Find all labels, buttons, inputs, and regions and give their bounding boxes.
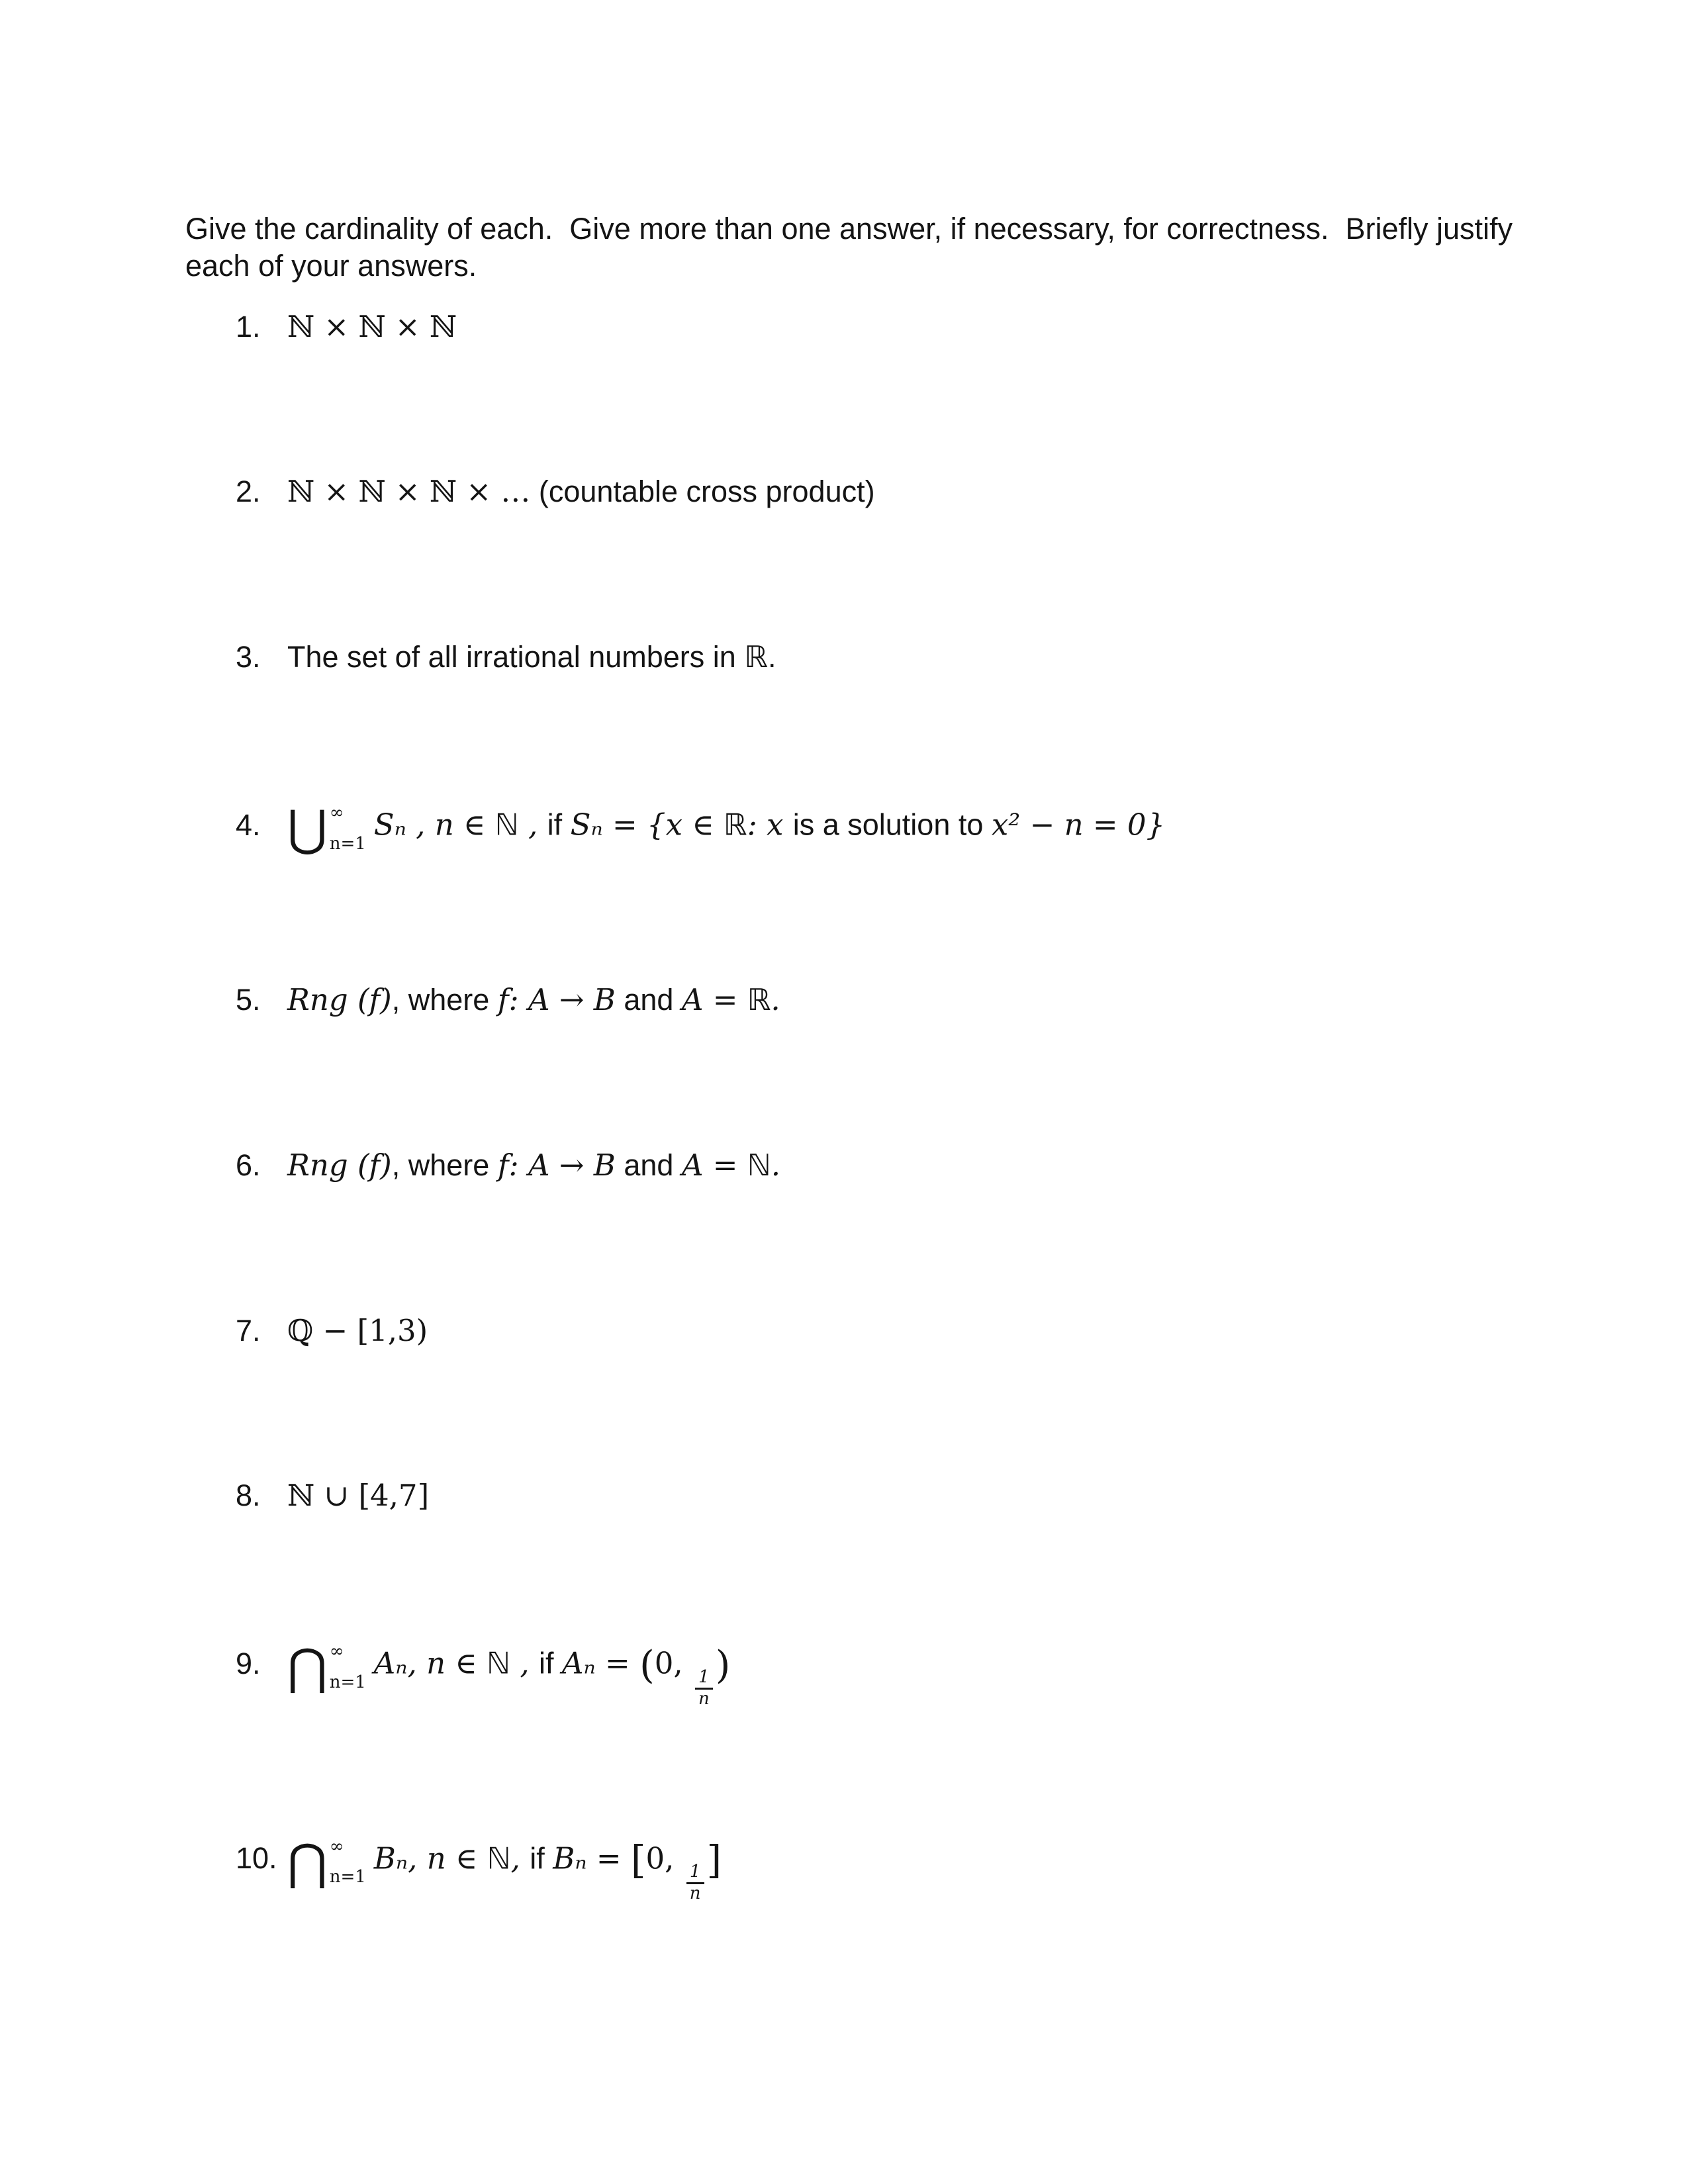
big-union-symbol: ⋃ <box>287 799 328 857</box>
problem-list <box>236 308 1569 1905</box>
fraction-denominator: n <box>695 1688 713 1709</box>
lower-limit: n=1 <box>329 833 366 854</box>
math-expression: x² − n = 0} <box>991 807 1166 842</box>
interval-start: 0, <box>645 1841 684 1876</box>
math-expression: Aₙ = <box>562 1645 640 1681</box>
math-expression: ℕ ∪ [4,7] <box>287 1478 430 1514</box>
list-item-1 <box>236 308 1569 345</box>
item-text: if <box>538 1646 562 1680</box>
list-item-4 <box>236 799 1569 857</box>
item-number: 7. <box>236 1313 261 1347</box>
item-text: if <box>547 807 571 842</box>
open-paren: ( <box>639 1642 655 1688</box>
item-number: 3. <box>236 640 261 674</box>
list-item-9 <box>236 1639 1569 1709</box>
fraction-denominator: n <box>686 1882 704 1904</box>
math-expression: f: A → B <box>497 1147 616 1183</box>
operator-limits <box>330 1643 366 1692</box>
item-content <box>287 1147 1569 1184</box>
interval-start: 0, <box>654 1645 692 1681</box>
math-expression: Sₙ , n ∈ ℕ , <box>373 807 547 842</box>
fraction-numerator: 1 <box>698 1666 710 1687</box>
open-bracket: [ <box>630 1837 646 1883</box>
math-expression: A = ℝ. <box>681 981 780 1017</box>
fraction <box>695 1668 713 1709</box>
item-text: if <box>530 1841 553 1876</box>
upper-limit: ∞ <box>329 1641 344 1662</box>
item-number: 8. <box>236 1479 261 1513</box>
big-intersection-symbol: ⋂ <box>287 1639 328 1696</box>
intro-line-2: each of your answers. <box>185 248 477 283</box>
item-content <box>287 1639 1569 1709</box>
item-content <box>287 639 1569 676</box>
item-content <box>287 1477 1569 1514</box>
item-content <box>287 981 1569 1019</box>
intersection-operator <box>287 1639 366 1696</box>
item-number: 9. <box>236 1646 261 1680</box>
math-expression: Bₙ, n ∈ ℕ, <box>373 1841 530 1876</box>
item-number: 10. <box>236 1841 277 1876</box>
operator-limits <box>330 1838 366 1887</box>
operator-limits <box>330 804 366 853</box>
close-bracket: ] <box>706 1837 722 1883</box>
upper-limit: ∞ <box>329 802 344 823</box>
math-expression: Bₙ = <box>553 1841 631 1876</box>
math-expression: A = ℕ. <box>681 1147 781 1183</box>
math-expression: ℕ × ℕ × ℕ <box>287 308 457 344</box>
intro-line-1: Give the cardinality of each. Give more than one answer, if necessary, for correctness. Briefly justify <box>185 212 1513 246</box>
math-expression: Rng (f) <box>287 1147 392 1183</box>
intro-paragraph <box>185 210 1569 285</box>
item-number: 4. <box>236 807 261 842</box>
math-expression: f: A → B <box>497 981 616 1017</box>
item-text: and <box>615 1148 682 1182</box>
item-content <box>287 308 1569 345</box>
fraction-numerator: 1 <box>689 1862 701 1882</box>
close-paren: ) <box>715 1642 731 1688</box>
item-number: 1. <box>236 309 261 343</box>
item-content <box>287 799 1569 857</box>
list-item-5 <box>236 981 1569 1019</box>
fraction <box>686 1862 704 1904</box>
math-expression: Rng (f) <box>287 981 392 1017</box>
list-item-6 <box>236 1147 1569 1184</box>
item-text: , where <box>391 982 498 1017</box>
list-item-8 <box>236 1477 1569 1514</box>
math-expression: ℕ × ℕ × ℕ × … <box>287 474 531 510</box>
lower-limit: n=1 <box>329 1867 366 1888</box>
math-expression: Sₙ = {x ∈ ℝ: x <box>570 807 793 842</box>
item-number: 6. <box>236 1148 261 1182</box>
union-operator <box>287 799 366 857</box>
item-text: is a solution to <box>792 807 992 842</box>
list-item-7 <box>236 1312 1569 1349</box>
item-number: 5. <box>236 982 261 1017</box>
intersection-operator <box>287 1833 366 1891</box>
item-note: (countable cross product) <box>530 475 875 509</box>
item-content <box>287 1312 1569 1349</box>
upper-limit: ∞ <box>329 1836 344 1856</box>
item-content <box>287 473 1569 510</box>
item-text: The set of all irrational numbers in ℝ. <box>287 640 776 674</box>
list-item-3 <box>236 639 1569 676</box>
item-number: 2. <box>236 475 261 509</box>
item-text: , where <box>391 1148 498 1182</box>
list-item-10 <box>236 1833 1569 1904</box>
big-intersection-symbol: ⋂ <box>287 1833 328 1891</box>
lower-limit: n=1 <box>329 1672 366 1692</box>
list-item-2 <box>236 473 1569 510</box>
math-expression: ℚ − [1,3) <box>287 1312 428 1348</box>
math-expression: Aₙ, n ∈ ℕ , <box>373 1645 539 1681</box>
item-content <box>287 1833 1569 1904</box>
item-text: and <box>615 982 682 1017</box>
